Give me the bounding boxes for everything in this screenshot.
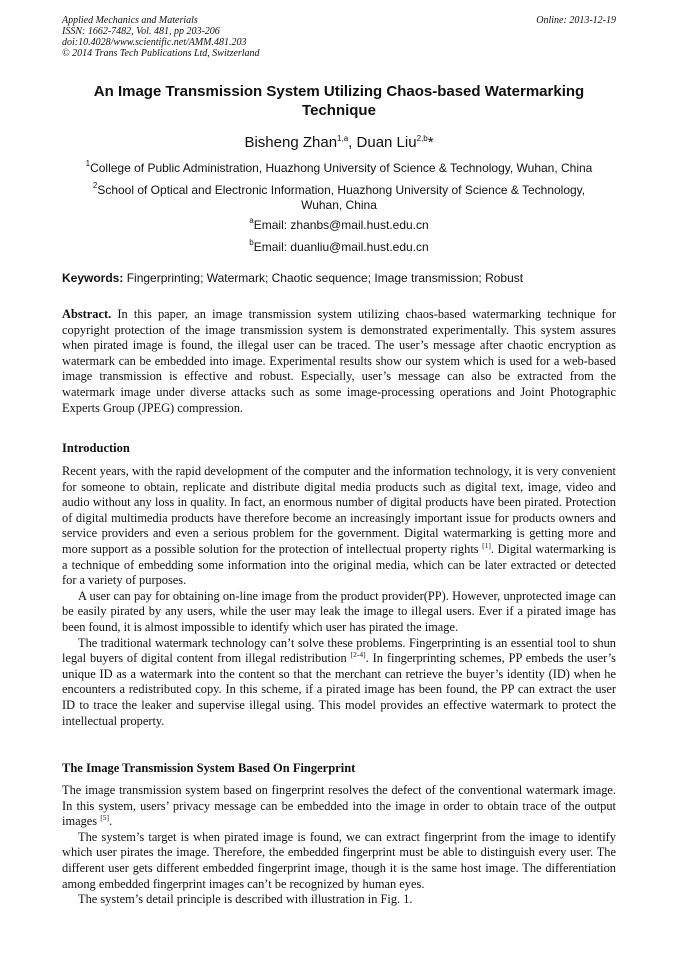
online-date: Online: 2013-12-19	[536, 15, 616, 26]
intro-p1-text-a: Recent years, with the rapid development of the computer and the information technology, it is very convenient for someone to obtain, replicate and distribute digital media products such as digital text, image, video and audio without any loss in quality. In fact, an enormous number of digital products have been pirated. Protection of digital multimedia products have therefore become an increasingly important issue for products owners and service providers and even a serious problem for the government. Digital watermarking is getting more and more support as a possible solution for the protection of intellectual property rights	[62, 464, 616, 556]
section2-paragraph-3: The system’s detail principle is described with illustration in Fig. 1.	[78, 892, 413, 907]
citation-ref-1: [1]	[482, 540, 491, 550]
affiliation-2	[62, 178, 616, 213]
author-1-sup: 1,a	[337, 134, 349, 143]
citation-ref-5: [5]	[100, 813, 109, 823]
intro-paragraph-2: A user can pay for obtaining on-line image from the product provider(PP). However, unprotected image can be easily pirated by any users, while the user may leak the image to illegal users. Ever if a pirated image has been found, it is almost impossible to identify which user has pirated the image.	[62, 588, 616, 634]
abstract-text: In this paper, an image transmission system utilizing chaos-based watermarking technique for copyright protection of the image transmission system is demonstrated experimentally. This system assures when pirated image is found, the illegal user can be traced. The user’s message after chaotic encryption as watermark can be embedded into image. Experimental results show our system which is used for a web-based image transmission is effective and robust. Especially, user’s message can also be extracted from the watermark image under diverse attacks such as some image-processing operations and Joint Photographic Experts Group (JPEG) compression.	[62, 307, 616, 415]
intro-paragraph-1	[62, 464, 616, 589]
intro-paragraph-3	[62, 636, 616, 730]
section2-paragraph-2: The system’s target is when pirated image is found, we can extract fingerprint from the image to identify which user pirates the image. Therefore, the embedded fingerprint must be able to distinguish every user. The different user gets different embedded fingerprint image, though it is the same host image. The differentiation among embedded fingerprint images can’t be recognized by human eyes.	[62, 829, 616, 891]
intro-p1-text-b: . Digital watermarking is a technique of embedding some information into the original media, which can be later extracted or detected for a variety of purposes.	[62, 541, 616, 588]
journal-copyright: © 2014 Trans Tech Publications Ltd, Switzerland	[62, 48, 260, 59]
author-2-name: Duan Liu	[356, 134, 417, 151]
journal-header	[62, 15, 616, 59]
section2-paragraph-1	[62, 783, 616, 830]
section2-p1-text-a: The image transmission system based on fingerprint resolves the defect of the conventional watermark image. In this system, users’ privacy message can be embedded into the image in order to obtain trace of the output images	[62, 783, 616, 829]
email-b-sup: b	[249, 238, 254, 247]
keywords-text: Fingerprinting; Watermark; Chaotic sequence; Image transmission; Robust	[126, 271, 524, 285]
affiliation-1	[62, 156, 616, 176]
section2-p1-text-b: .	[108, 814, 113, 829]
corresponding-mark: *	[427, 134, 434, 151]
journal-issn: ISSN: 1662-7482, Vol. 481, pp 203-206	[62, 26, 220, 37]
journal-doi: doi:10.4028/www.scientific.net/AMM.481.203	[62, 37, 247, 48]
affiliation-2-sup: 2	[92, 181, 98, 190]
author-separator: ,	[348, 134, 357, 151]
intro-p3-text-a: The traditional watermark technology can’t solve these problems. Fingerprinting is an essential tool to shun legal buyers of digital content from illegal redistribution	[62, 635, 616, 666]
keywords	[62, 271, 616, 286]
author-2-sup: 2,b	[416, 134, 428, 143]
email-a-text: Email: zhanbs@mail.hust.edu.cn	[253, 218, 429, 232]
abstract-label: Abstract.	[62, 307, 112, 321]
affiliation-1-sup: 1	[85, 159, 91, 168]
author-1-name: Bisheng Zhan	[244, 134, 338, 151]
introduction-body	[62, 464, 616, 729]
citation-ref-2-4: [2-4]	[350, 650, 366, 660]
section-2-body	[62, 783, 616, 908]
email-b-text: Email: duanliu@mail.hust.edu.cn	[253, 240, 429, 254]
affiliation-2-text: School of Optical and Electronic Information, Huazhong University of Science & Technology, Wuhan, China	[97, 183, 586, 212]
paper-title: An Image Transmission System Utilizing Chaos-based Watermarking Technique	[93, 83, 585, 119]
keywords-label: Keywords:	[62, 271, 124, 285]
author-line	[62, 130, 616, 152]
introduction-heading: Introduction	[62, 441, 130, 455]
email-b	[62, 235, 616, 255]
abstract	[62, 307, 616, 416]
intro-p3-text-b: . In fingerprinting schemes, PP embeds the user’s unique ID as a watermark into the content so that the merchant can retrieve the buyer’s identity (ID) when he encounters a redistributed copy. In this scheme, if a pirated image has been found, the PP can extract the user ID to trace the leaker and supervise illegal using. This model provides an effective watermark to protect the intellectual property.	[62, 651, 616, 728]
affiliation-1-text: College of Public Administration, Huazhong University of Science & Technology, Wuhan, China	[90, 161, 593, 175]
email-a	[62, 213, 616, 233]
journal-name: Applied Mechanics and Materials	[62, 15, 198, 26]
section-2-heading: The Image Transmission System Based On Fingerprint	[62, 761, 356, 775]
email-a-sup: a	[249, 216, 254, 225]
